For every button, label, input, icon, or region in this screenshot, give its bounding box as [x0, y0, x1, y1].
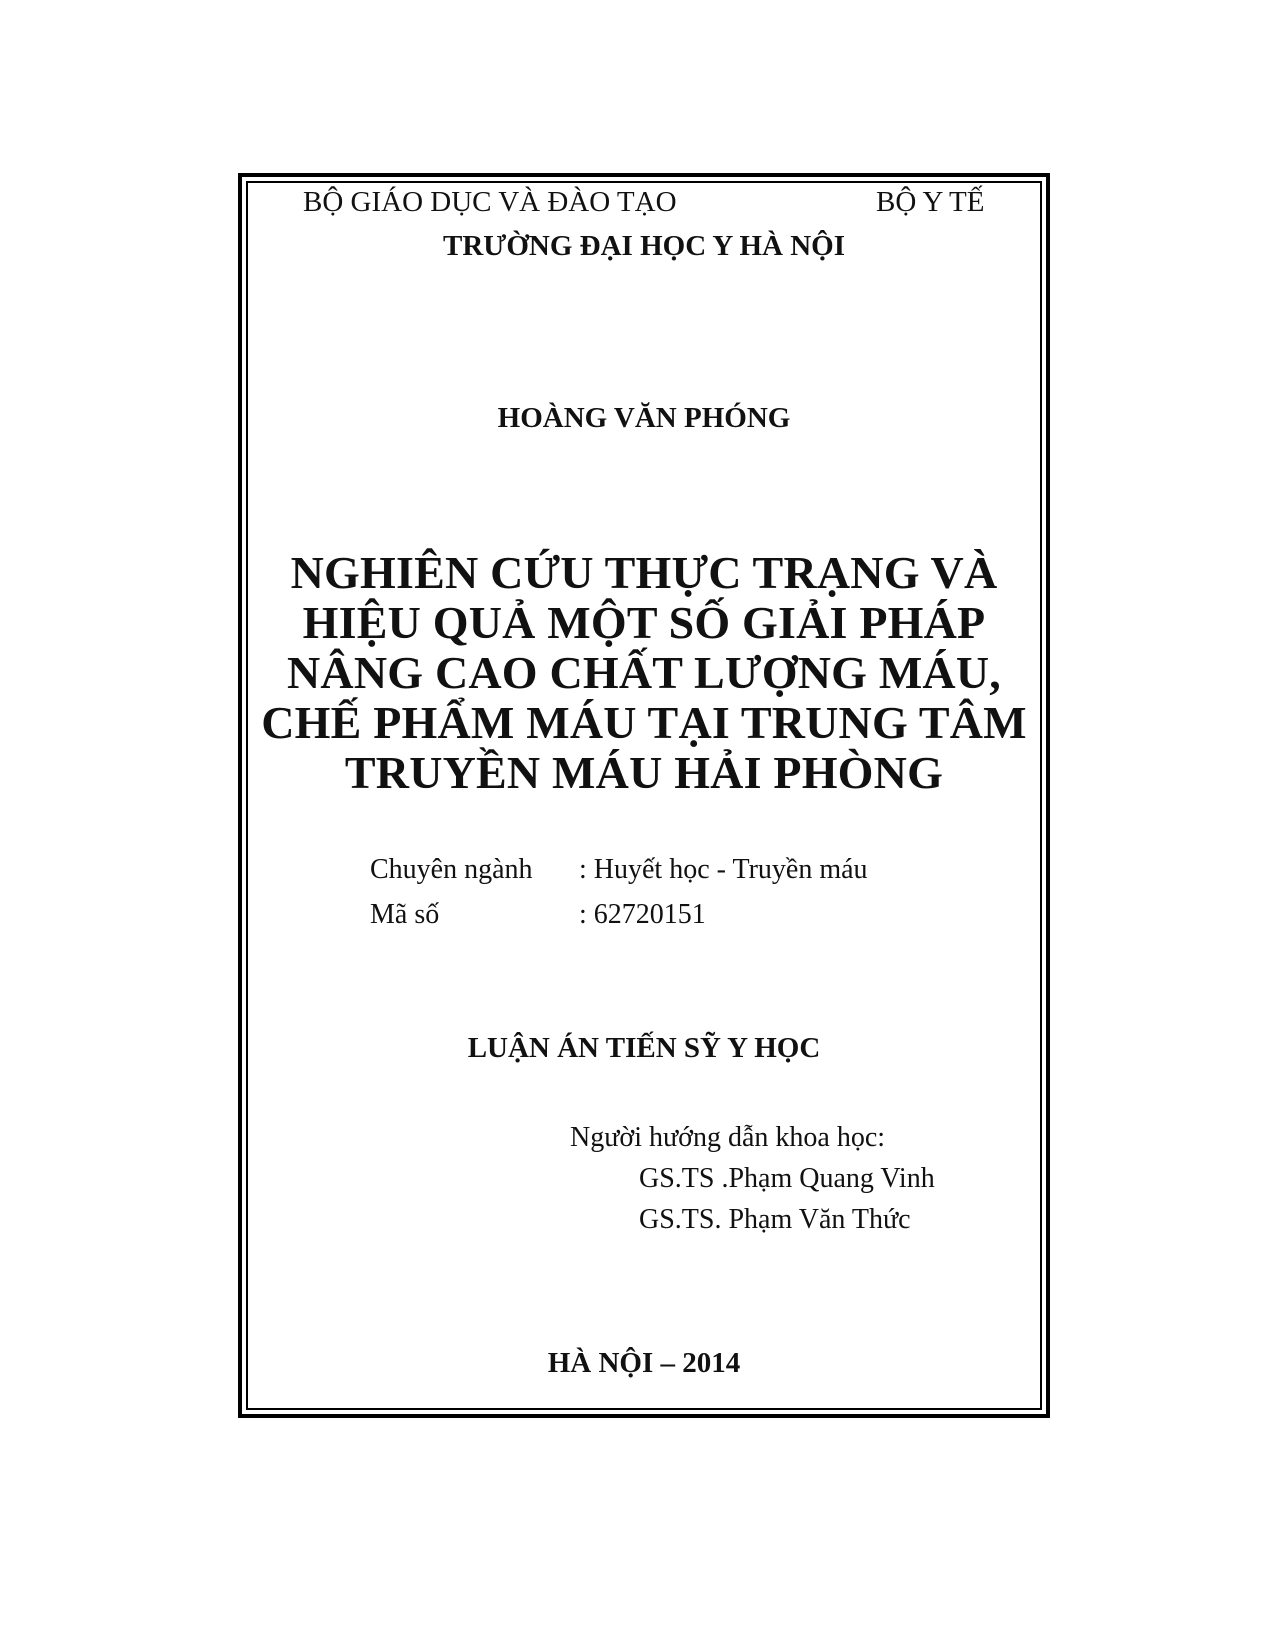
ministry-health: BỘ Y TẾ: [876, 186, 985, 218]
university-name: TRƯỜNG ĐẠI HỌC Y HÀ NỘI: [443, 230, 845, 262]
title-line: NGHIÊN CỨU THỰC TRẠNG VÀ: [290, 547, 998, 598]
supervisors-label: Người hướng dẫn khoa học:: [570, 1122, 886, 1153]
title-line: NÂNG CAO CHẤT LƯỢNG MÁU,: [287, 647, 1001, 698]
ministry-education: BỘ GIÁO DỤC VÀ ĐÀO TẠO: [303, 186, 677, 218]
supervisor-name: GS.TS. Phạm Văn Thức: [639, 1204, 911, 1235]
code-value: : 62720151: [579, 899, 706, 930]
specialty-label: Chuyên ngành: [370, 854, 533, 885]
specialty-value: : Huyết học - Truyền máu: [579, 854, 868, 885]
title-line: TRUYỀN MÁU HẢI PHÒNG: [344, 747, 944, 798]
degree-title: LUẬN ÁN TIẾN SỸ Y HỌC: [467, 1032, 821, 1064]
title-line: HIỆU QUẢ MỘT SỐ GIẢI PHÁP: [302, 597, 986, 648]
code-label: Mã số: [370, 899, 440, 930]
thesis-title: [246, 548, 1042, 798]
place-year: HÀ NỘI – 2014: [547, 1347, 741, 1379]
title-line: CHẾ PHẨM MÁU TẠI TRUNG TÂM: [261, 697, 1027, 748]
supervisor-name: GS.TS .Phạm Quang Vinh: [639, 1163, 935, 1194]
author-name: HOÀNG VĂN PHÓNG: [497, 402, 791, 434]
